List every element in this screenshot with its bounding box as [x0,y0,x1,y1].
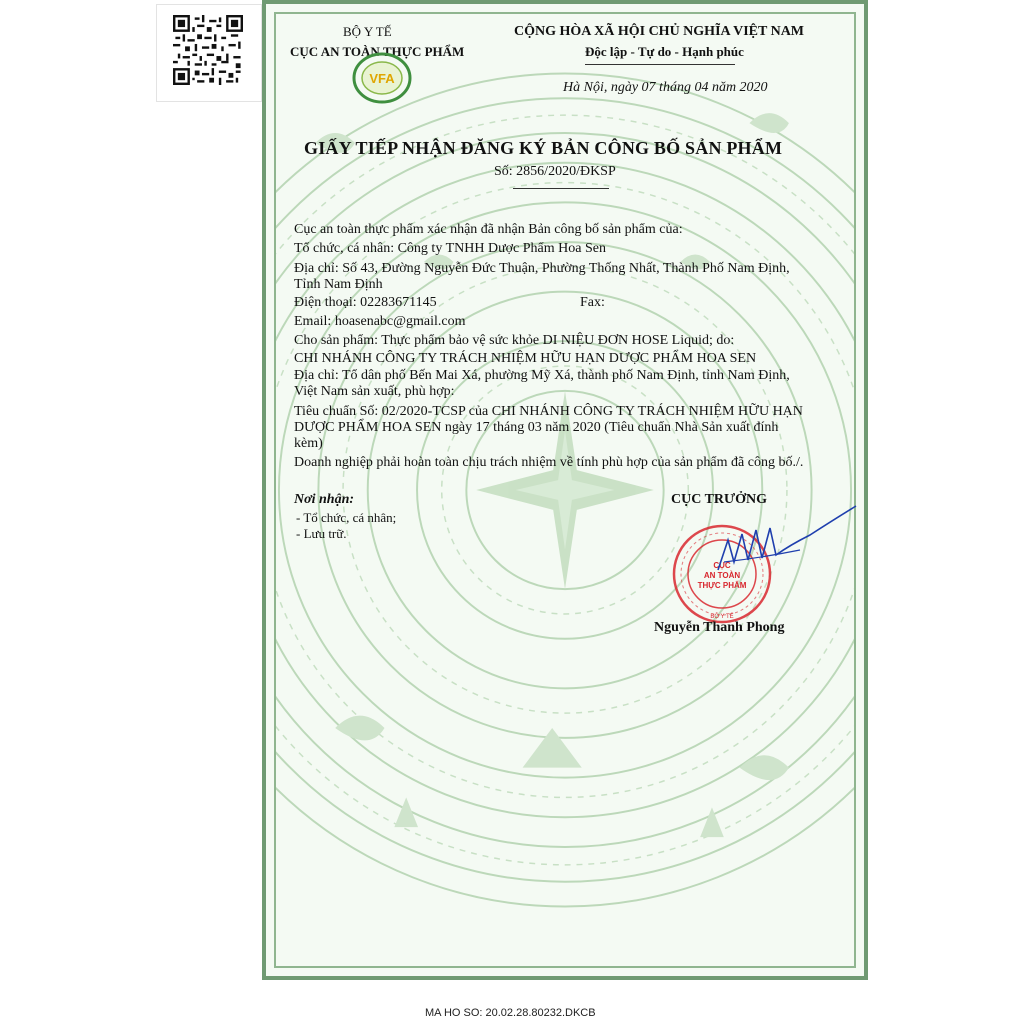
body-line: Việt Nam sản xuất, phù hợp: [294,384,455,399]
document-title: GIẤY TIẾP NHẬN ĐĂNG KÝ BẢN CÔNG BỐ SẢN PHẨM [304,138,783,158]
body-line: Cho sản phẩm: Thực phẩm bảo vệ sức khỏe DI NIỆU ĐƠN HOSE Liquid; do: [294,333,735,348]
number-underline [513,188,609,189]
recipients-label: Nơi nhận: [294,492,355,507]
body-line: Doanh nghiệp phải hoàn toàn chịu trách nhiệm về tính phù hợp của sản phẩm đã công bố./. [294,455,804,470]
qr-code-panel [156,4,262,102]
issue-date: Hà Nội, ngày 07 tháng 04 năm 2020 [563,80,768,95]
national-motto: Độc lập - Tự do - Hạnh phúc [585,44,744,59]
fax-label: Fax: [580,295,605,310]
vfa-logo-icon [350,50,414,106]
signer-title: CỤC TRƯỞNG [671,492,768,507]
svg-text:BỘ Y TẾ: BỘ Y TẾ [710,614,734,620]
body-line: DƯỢC PHẨM HOA SEN ngày 17 tháng 03 năm 2020 (Tiêu chuẩn Nhà Sản xuất đính [294,420,779,435]
recipient-item: - Tổ chức, cá nhân; [296,510,397,525]
svg-text:AN TOÀN: AN TOÀN [703,571,741,580]
body-line: Cục an toàn thực phẩm xác nhận đã nhận Bản công bố sản phẩm của: [294,222,683,237]
agency-name: CỤC AN TOÀN THỰC PHẨM [290,44,465,59]
body-line: Tỉnh Nam Định [294,277,383,292]
recipient-item: - Lưu trữ. [296,526,347,541]
svg-text:THỰC PHẨM: THỰC PHẨM [697,581,747,590]
body-line: Địa chỉ: Số 43, Đường Nguyễn Đức Thuận, Phường Thống Nhất, Thành Phố Nam Định, [294,261,790,276]
file-code: MA HO SO: 20.02.28.80232.DKCB [425,1007,596,1019]
document-number: Số: 2856/2020/ĐKSP [494,164,616,179]
handwritten-signature [697,500,860,590]
body-line: Tổ chức, cá nhân: Công ty TNHH Dược Phẩm Hoa Sen [294,241,606,256]
svg-text:CỤC: CỤC [713,561,731,570]
motto-underline [585,64,735,65]
body-line: Email: hoasenabc@gmail.com [294,314,466,329]
body-line: Điện thoại: 02283671145 [294,295,437,310]
republic-title: CỘNG HÒA XÃ HỘI CHỦ NGHĨA VIỆT NAM [514,24,805,39]
body-line: Tiêu chuẩn Số: 02/2020-TCSP của CHI NHÁNH CÔNG TY TRÁCH NHIỆM HỮU HẠN [294,404,803,419]
signer-name: Nguyễn Thanh Phong [654,620,785,635]
body-line: CHI NHÁNH CÔNG TY TRÁCH NHIỆM HỮU HẠN DƯỢC PHẨM HOA SEN [294,351,757,366]
body-line: Địa chỉ: Tổ dân phố Bến Mai Xá, phường Mỹ Xá, thành phố Nam Định, tỉnh Nam Định, [294,368,790,383]
ministry-name: BỘ Y TẾ [343,24,392,39]
logo-text: VFA [369,71,395,86]
qr-code-icon [173,15,243,85]
body-line: kèm) [294,436,323,451]
